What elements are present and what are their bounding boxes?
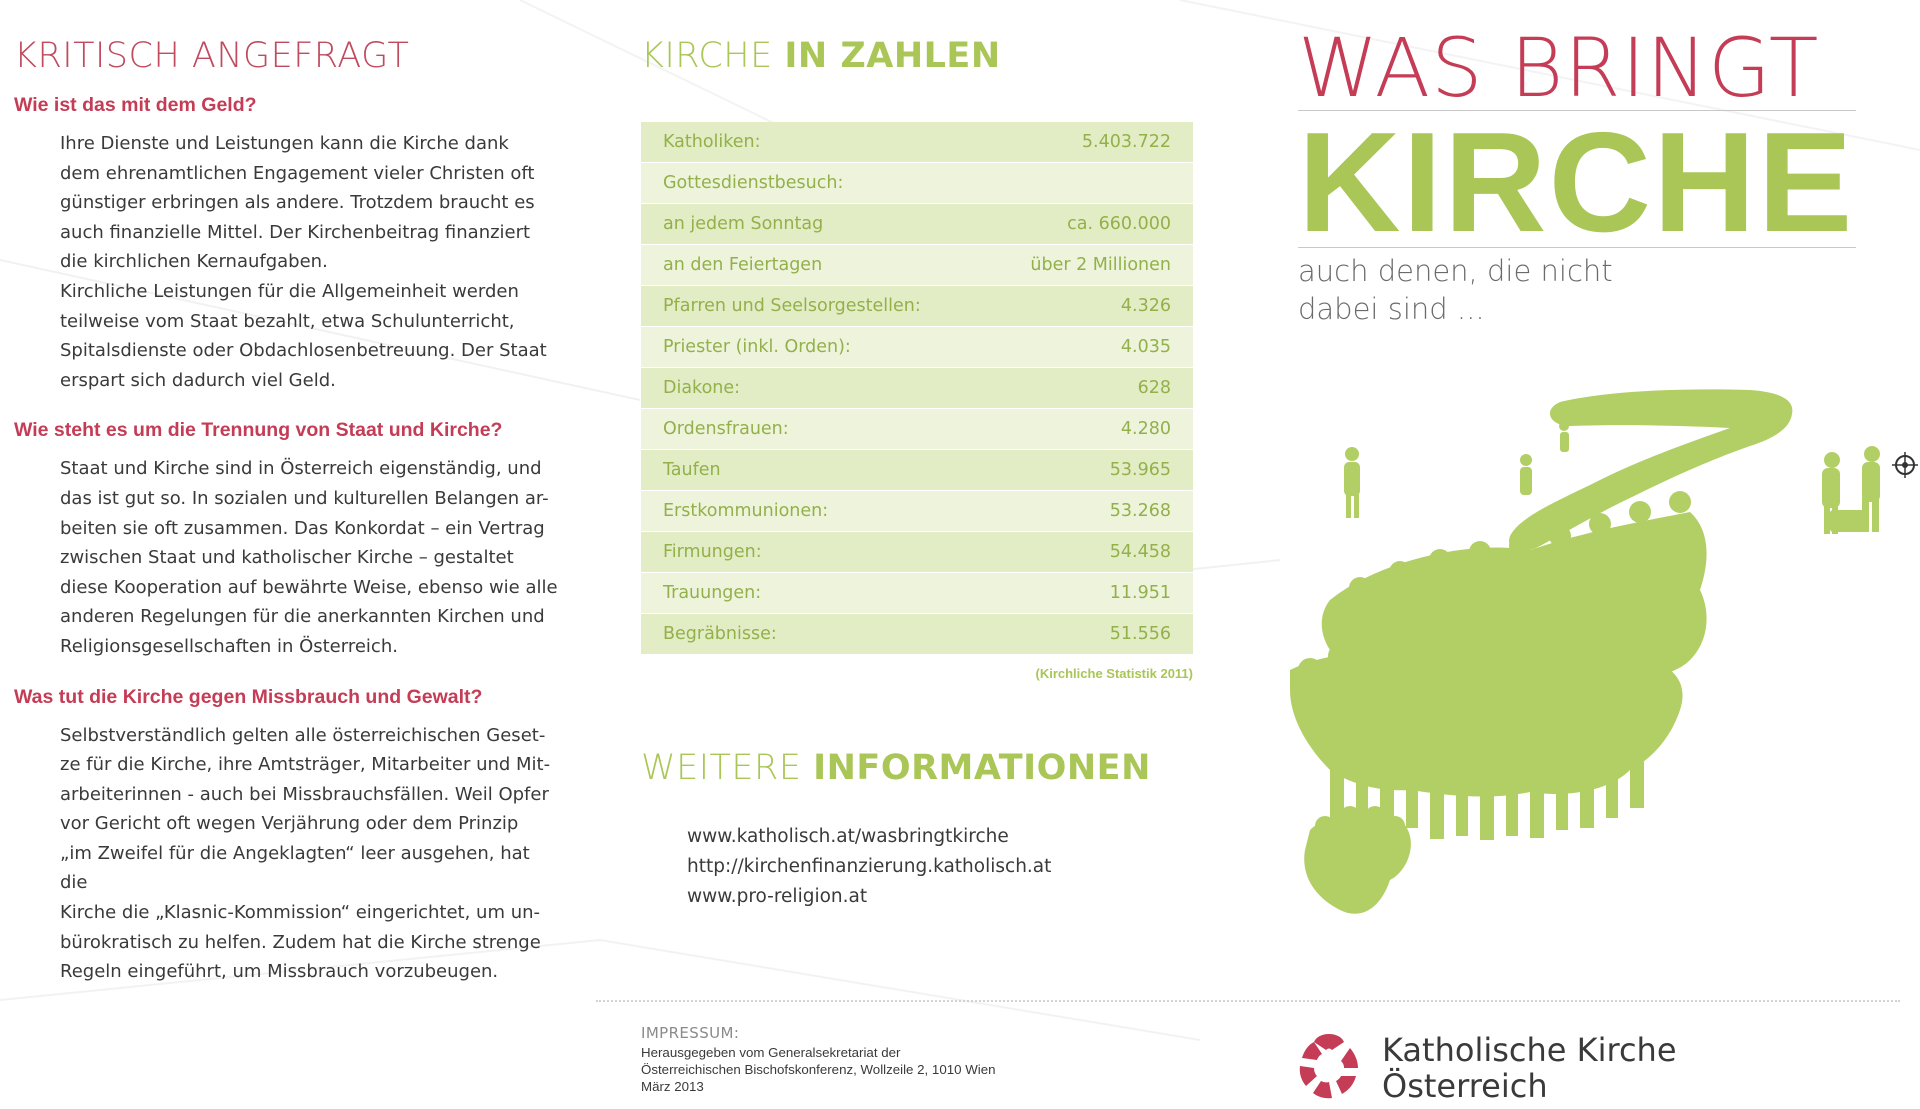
answer-line: Selbstverständlich gelten alle österreichischen Geset- (60, 724, 546, 746)
answer-line: beiten sie oft zusammen. Das Konkordat – ein Vertrag (60, 517, 545, 539)
stats-value: 4.280 (983, 409, 1193, 450)
link-pro-religion[interactable]: www.pro-religion.at (687, 886, 868, 907)
answer-line: Religionsgesellschaften in Österreich. (60, 635, 398, 657)
answer-line: teilweise vom Staat bezahlt, etwa Schulunterricht, (60, 310, 515, 332)
answer-line: Spitalsdienste oder Obdachlosenbetreuung. Der Staat (60, 340, 547, 362)
stats-value: 51.556 (983, 614, 1193, 655)
stats-value: ca. 660.000 (983, 204, 1193, 245)
question-heading: Wie steht es um die Trennung von Staat und Kirche? (14, 419, 503, 442)
title-light: WEITERE (641, 748, 814, 788)
question-block (14, 686, 574, 987)
logo-line-2: Österreich (1382, 1067, 1548, 1105)
stats-label: Begräbnisse: (641, 614, 983, 655)
statistics-source: (Kirchliche Statistik 2011) (1035, 666, 1193, 681)
impressum-line: März 2013 (641, 1079, 704, 1094)
subline-1: auch denen, die nicht (1298, 254, 1613, 288)
stats-value: 53.268 (983, 491, 1193, 532)
answer-line: vor Gericht oft wegen Verjährung oder dem Prinzip (60, 813, 519, 835)
info-links (687, 822, 1051, 912)
stats-row (641, 122, 1193, 163)
answer-line: auch finanzielle Mittel. Der Kirchenbeitrag finanziert (60, 221, 531, 243)
stats-label: an den Feiertagen (641, 245, 983, 286)
impressum-title: IMPRESSUM: (641, 1024, 740, 1042)
stats-row (641, 245, 1193, 286)
crowd-illustration (1270, 380, 1910, 960)
stats-label: Taufen (641, 450, 983, 491)
answer-line: Staat und Kirche sind in Österreich eigenständig, und (60, 458, 542, 480)
headline-main: KIRCHE (1298, 103, 1855, 262)
stats-label: Priester (inkl. Orden): (641, 327, 983, 368)
question-heading: Wie ist das mit dem Geld? (14, 94, 257, 116)
question-answer (60, 454, 560, 661)
answer-line: dem ehrenamtlichen Engagement vieler Christen oft (60, 162, 535, 184)
link-wasbringtkirche[interactable]: www.katholisch.at/wasbringtkirche (687, 826, 1009, 847)
stats-label: Firmungen: (641, 532, 983, 573)
stats-label: an jedem Sonntag (641, 204, 983, 245)
section-title-kritisch: KRITISCH ANGEFRAGT (14, 36, 410, 76)
stats-row (641, 368, 1193, 409)
church-logo-text (1382, 1032, 1677, 1104)
headline-subline (1298, 252, 1678, 328)
stats-row (641, 491, 1193, 532)
stats-row (641, 409, 1193, 450)
stats-value: 53.965 (983, 450, 1193, 491)
stats-label: Erstkommunionen: (641, 491, 983, 532)
stats-value: über 2 Millionen (983, 245, 1193, 286)
answer-line: Kirche die „Klasnic-Kommission“ eingerichtet, um un- (60, 902, 541, 924)
stats-row (641, 327, 1193, 368)
question-answer (60, 129, 560, 395)
stats-row (641, 573, 1193, 614)
headline-rule (1298, 247, 1856, 248)
stats-row (641, 286, 1193, 327)
logo-line-1: Katholische Kirche (1382, 1031, 1677, 1069)
impressum (641, 1024, 1101, 1095)
section-title-informationen (641, 748, 1151, 788)
question-answer (60, 721, 560, 987)
stats-row (641, 450, 1193, 491)
title-light: KIRCHE (641, 36, 785, 76)
stats-value: 4.326 (983, 286, 1193, 327)
stats-row (641, 204, 1193, 245)
title-bold: INFORMATIONEN (813, 748, 1151, 788)
answer-line: ze für die Kirche, ihre Amtsträger, Mitarbeiter und Mit- (60, 754, 551, 776)
stats-row (641, 163, 1193, 204)
stats-label: Trauungen: (641, 573, 983, 614)
numbers-column (641, 36, 1201, 76)
impressum-line: Österreichischen Bischofskonferenz, Wollzeile 2, 1010 Wien (641, 1062, 996, 1077)
stats-label: Katholiken: (641, 122, 983, 163)
answer-line: Ihre Dienste und Leistungen kann die Kirche dank (60, 133, 509, 154)
stats-value: 4.035 (983, 327, 1193, 368)
critical-questions-column (14, 36, 574, 1011)
section-title-zahlen (641, 36, 1201, 76)
answer-line: anderen Regelungen für die anerkannten Kirchen und (60, 606, 545, 628)
answer-line: bürokratisch zu helfen. Zudem hat die Kirche strenge (60, 931, 541, 953)
subline-2: dabei sind ... (1298, 292, 1485, 326)
stats-value: 54.458 (983, 532, 1193, 573)
answer-line: das ist gut so. In sozialen und kulturellen Belangen ar- (60, 487, 549, 509)
impressum-line: Herausgegeben vom Generalsekretariat der (641, 1045, 901, 1060)
church-logo-icon (1292, 1028, 1366, 1102)
answer-line: die kirchlichen Kernaufgaben. (60, 251, 328, 273)
question-block (14, 419, 574, 661)
headline-top: WAS BRINGT (1298, 22, 1820, 116)
stats-label: Gottesdienstbesuch: (641, 163, 983, 204)
answer-line: günstiger erbringen als andere. Trotzdem braucht es (60, 192, 535, 214)
stats-value: 5.403.722 (983, 122, 1193, 163)
stats-label: Diakone: (641, 368, 983, 409)
crosshair-icon (1892, 452, 1918, 478)
title-bold: IN ZAHLEN (784, 36, 1001, 76)
answer-line: „im Zweifel für die Angeklagten“ leer ausgehen, hat die (60, 842, 530, 894)
answer-line: zwischen Staat und katholischer Kirche – gestaltet (60, 547, 514, 569)
answer-line: arbeiterinnen - auch bei Missbrauchsfällen. Weil Opfer (60, 783, 549, 805)
stats-label: Ordensfrauen: (641, 409, 983, 450)
stats-row (641, 532, 1193, 573)
divider (596, 1000, 1900, 1002)
stats-value: 11.951 (983, 573, 1193, 614)
stats-value: 628 (983, 368, 1193, 409)
question-heading: Was tut die Kirche gegen Missbrauch und Gewalt? (14, 685, 483, 708)
answer-line: Regeln eingeführt, um Missbrauch vorzubeugen. (60, 961, 499, 983)
answer-line: Kirchliche Leistungen für die Allgemeinheit werden (60, 280, 519, 302)
stats-row (641, 614, 1193, 655)
answer-line: erspart sich dadurch viel Geld. (60, 369, 336, 391)
link-kirchenfinanzierung[interactable]: http://kirchenfinanzierung.katholisch.at (687, 856, 1052, 877)
answer-line: diese Kooperation auf bewährte Weise, ebenso wie alle (60, 576, 558, 598)
stats-label: Pfarren und Seelsorgestellen: (641, 286, 983, 327)
question-block (14, 94, 574, 395)
statistics-table (641, 122, 1193, 655)
stats-value (983, 163, 1193, 204)
